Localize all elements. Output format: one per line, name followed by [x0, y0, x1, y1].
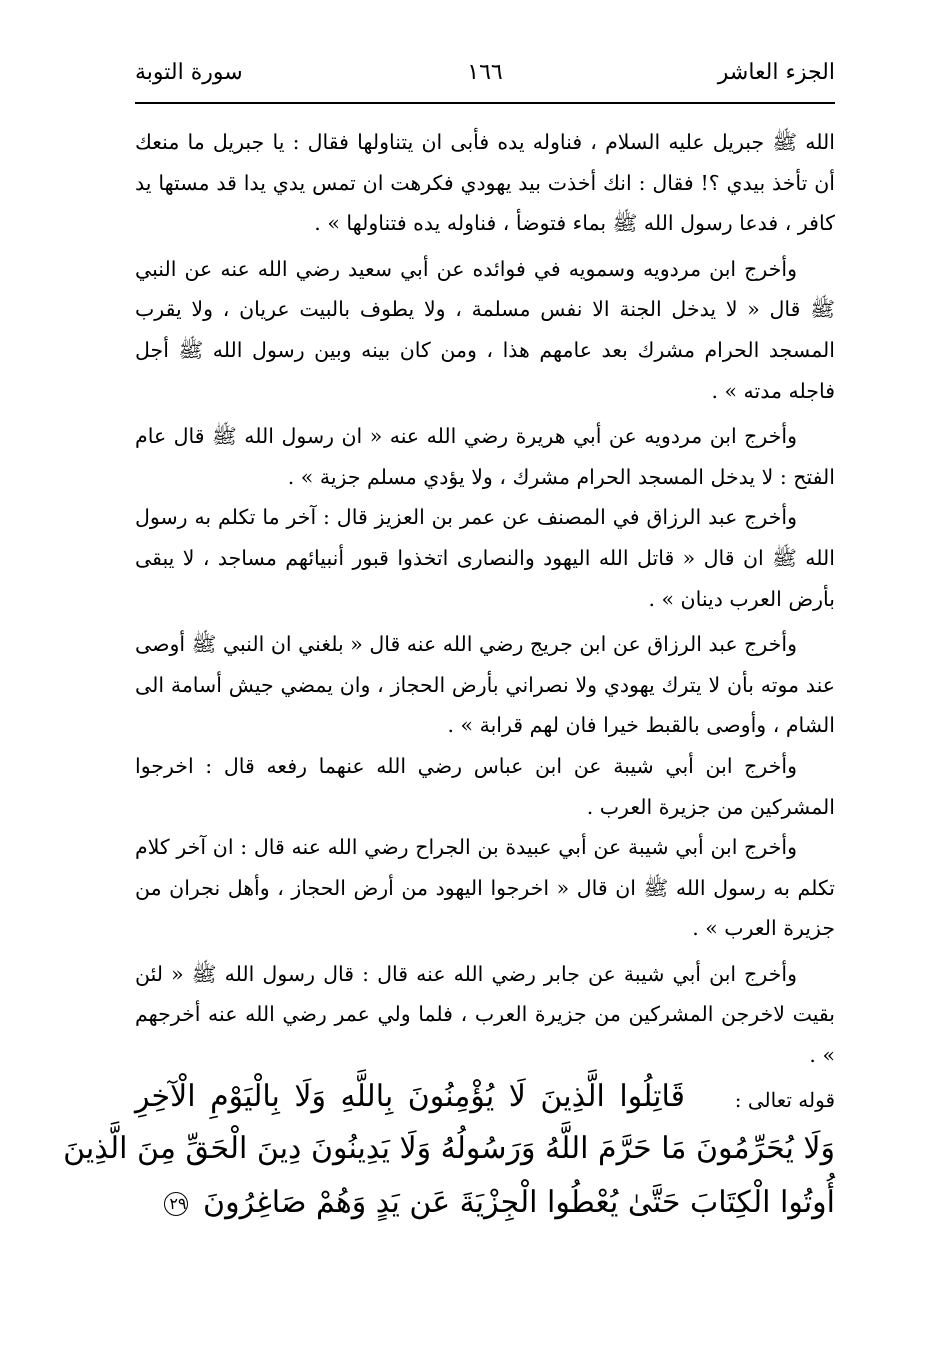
paragraph-6: وأخرج ابن أبي شيبة عن ابن عباس رضي الله عنهما رفعه قال : اخرجوا المشركين من جزيرة العرب . [135, 753, 835, 819]
verse-line-1: قَاتِلُوا الَّذِينَ لَا يُؤْمِنُونَ بِاللَّهِ وَلَا بِالْيَوْمِ الْآخِرِ [135, 1079, 685, 1114]
paragraph-3: وأخرج ابن مردويه عن أبي هريرة رضي الله عنه « ان رسول الله ﷺ قال عام الفتح : لا يدخل المسجد الحرام مشرك ، ولا يؤدي مسلم جزية » . [135, 424, 835, 489]
page-header [135, 52, 835, 98]
verse-line-3-text: أُوتُوا الْكِتَابَ حَتَّىٰ يُعْطُوا الْجِزْيَةَ عَن يَدٍ وَهُمْ صَاغِرُونَ [203, 1185, 835, 1220]
verse-line-2: وَلَا يُحَرِّمُونَ مَا حَرَّمَ اللَّهُ وَرَسُولُهُ وَلَا يَدِينُونَ دِينَ الْحَقِّ مِنَ الَّذِينَ [63, 1131, 835, 1166]
paragraph-4: وأخرج عبد الرزاق في المصنف عن عمر بن العزيز قال : آخر ما تكلم به رسول الله ﷺ ان قال « قاتل الله اليهود والنصارى اتخذوا قبور أنبيائهم مساجد ، لا يبقى بأرض العرب دينان » . [135, 505, 835, 611]
surah-title: سورة التوبة [135, 60, 243, 85]
paragraph-1: الله ﷺ جبريل عليه السلام ، فناوله يده فأبى ان يتناولها فقال : يا جبريل ما منعك أن تأخذ بيدي ؟! فقال : انك أخذت بيد يهودي فكرهت ان تمس يدي يدا قد مستها يد كافر ، فدعا رسول الله ﷺ بماء فتوضأ ، فناوله يده فتناولها » . [135, 130, 835, 236]
verse-intro: قوله تعالى : [734, 1088, 835, 1112]
page-number: ١٦٦ [467, 60, 503, 85]
part-title: الجزء العاشر [717, 60, 835, 85]
body-text [135, 122, 835, 1076]
ayah-number-marker: ٢٩ [164, 1192, 188, 1216]
header-divider [135, 102, 835, 104]
paragraph-7: وأخرج ابن أبي شيبة عن أبي عبيدة بن الجراح رضي الله عنه قال : ان آخر كلام تكلم به رسول الله ﷺ ان قال « اخرجوا اليهود من أرض الحجاز ، وأهل نجران من جزيرة العرب » . [135, 835, 835, 941]
paragraph-2: وأخرج ابن مردويه وسمويه في فوائده عن أبي سعيد رضي الله عنه عن النبي ﷺ قال « لا يدخل الجنة الا نفس مسلمة ، ولا يطوف بالبيت عريان ، ولا يقرب المسجد الحرام مشرك بعد عامهم هذا ، ومن كان بينه وبين رسول الله ﷺ أجل فاجله مدته » . [135, 256, 835, 403]
verse-line-3 [135, 1178, 835, 1228]
paragraph-5: وأخرج عبد الرزاق عن ابن جريج رضي الله عنه قال « بلغني ان النبي ﷺ أوصى عند موته بأن لا يترك يهودي ولا نصراني بأرض الحجاز ، وان يمضي جيش أسامة الى الشام ، وأوصى بالقبط خيرا فان لهم قرابة » . [135, 632, 835, 738]
paragraph-8: وأخرج ابن أبي شيبة عن جابر رضي الله عنه قال : قال رسول الله ﷺ « لئن بقيت لاخرجن المشركين من جزيرة العرب ، فلما ولي عمر رضي الله عنه أخرجهم » . [135, 961, 835, 1068]
